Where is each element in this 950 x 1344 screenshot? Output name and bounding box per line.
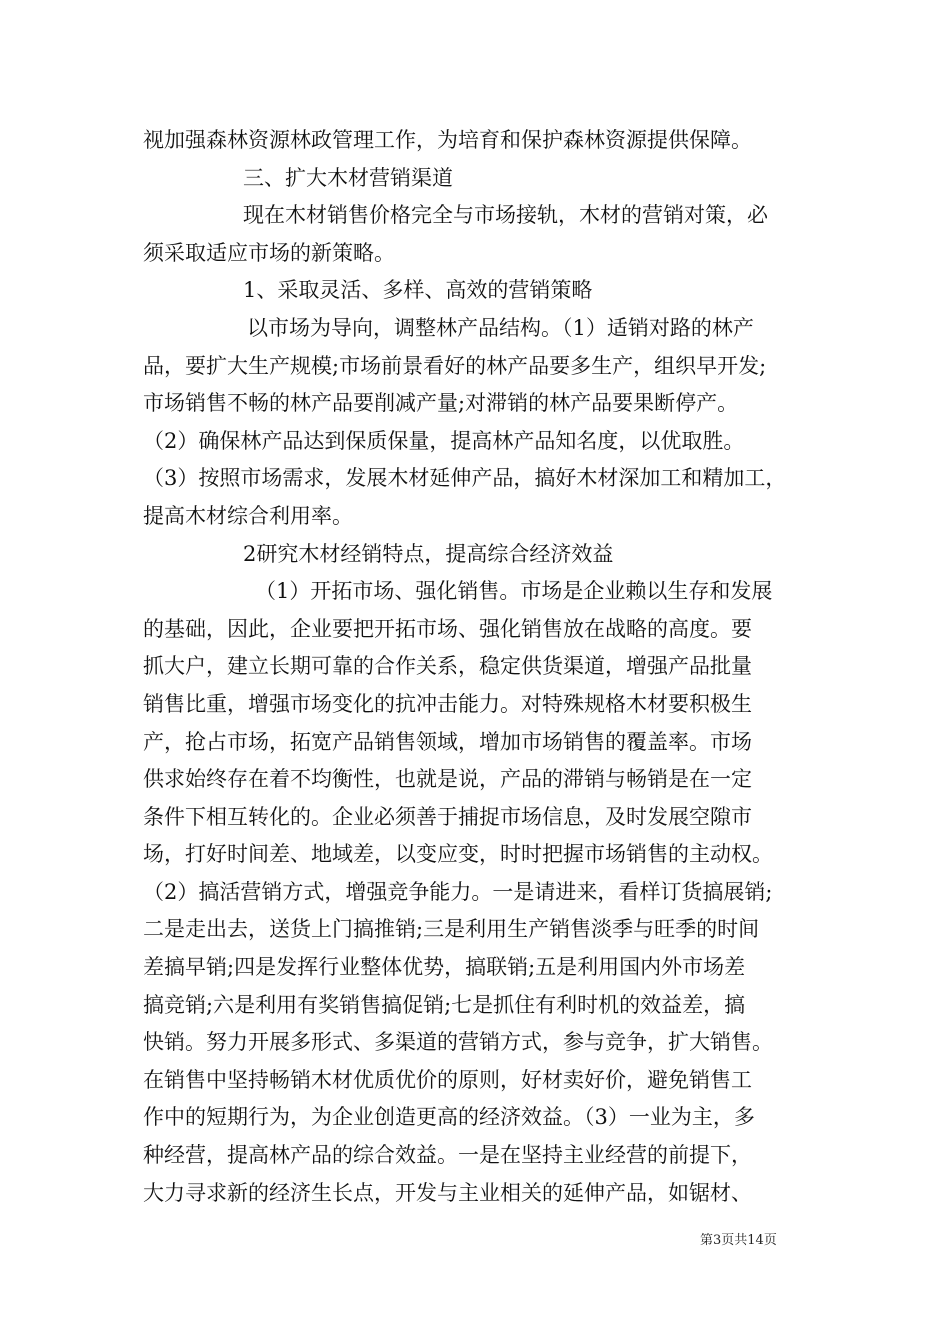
text-line: 差搞早销;四是发挥行业整体优势，搞联销;五是利用国内外市场差 <box>143 955 746 980</box>
text-line: 在销售中坚持畅销木材优质优价的原则，好材卖好价，避免销售工 <box>143 1067 752 1092</box>
text-line: 的基础，因此，企业要把开拓市场、强化销售放在战略的高度。要 <box>143 616 752 641</box>
text-line: 搞竞销;六是利用有奖销售搞促销;七是抓住有利时机的效益差，搞 <box>143 992 746 1017</box>
text-line: 以市场为导向，调整林产品结构。（1）适销对路的林产 <box>247 315 754 340</box>
text-line: 市场销售不畅的林产品要削减产量;对滞销的林产品要果断停产。 <box>143 391 739 416</box>
text-line: 抓大户，建立长期可靠的合作关系，稳定供货渠道，增强产品批量 <box>143 654 752 679</box>
subsection-heading: 2研究木材经销特点，提高综合经济效益 <box>243 541 614 566</box>
text-line: 作中的短期行为，为企业创造更高的经济效益。（3）一业为主，多 <box>143 1105 755 1130</box>
text-line: 提高木材综合利用率。 <box>143 503 353 528</box>
text-line: 品，要扩大生产规模;市场前景看好的林产品要多生产，组织早开发; <box>143 353 767 378</box>
text-line: 现在木材销售价格完全与市场接轨，木材的营销对策，必 <box>243 203 768 228</box>
section-heading: 三、扩大木材营销渠道 <box>243 165 453 190</box>
text-line: 场，打好时间差、地域差，以变应变，时时把握市场销售的主动权。 <box>143 842 773 867</box>
body-text <box>143 122 818 1212</box>
subsection-heading: 1、采取灵活、多样、高效的营销策略 <box>243 278 593 303</box>
text-line: 销售比重，增强市场变化的抗冲击能力。对特殊规格木材要积极生 <box>143 691 752 716</box>
text-line: （2）确保林产品达到保质保量，提高林产品知名度，以优取胜。 <box>143 428 745 453</box>
text-line: 大力寻求新的经济生长点，开发与主业相关的延伸产品，如锯材、 <box>143 1180 752 1205</box>
text-line: 条件下相互转化的。企业必须善于捕捉市场信息，及时发展空隙市 <box>143 804 752 829</box>
text-line: 种经营，提高林产品的综合效益。一是在坚持主业经营的前提下， <box>143 1143 752 1168</box>
page-number: 第3页共14页 <box>700 1233 777 1248</box>
text-line: 须采取适应市场的新策略。 <box>143 240 395 265</box>
text-line: （1）开拓市场、强化销售。市场是企业赖以生存和发展 <box>255 579 773 604</box>
text-line: 二是走出去，送货上门搞推销;三是利用生产销售淡季与旺季的时间 <box>143 917 760 942</box>
text-line: 供求始终存在着不均衡性，也就是说，产品的滞销与畅销是在一定 <box>143 767 752 792</box>
text-line: （2）搞活营销方式，增强竞争能力。一是请进来，看样订货搞展销; <box>143 879 773 904</box>
text-line: 产，抢占市场，拓宽产品销售领域，增加市场销售的覆盖率。市场 <box>143 729 752 754</box>
text-line: 快销。努力开展多形式、多渠道的营销方式，参与竞争，扩大销售。 <box>143 1030 773 1055</box>
text-line: （3）按照市场需求，发展木材延伸产品，搞好木材深加工和精加工， <box>143 466 787 491</box>
text-line: 视加强森林资源林政管理工作，为培育和保护森林资源提供保障。 <box>143 128 752 152</box>
